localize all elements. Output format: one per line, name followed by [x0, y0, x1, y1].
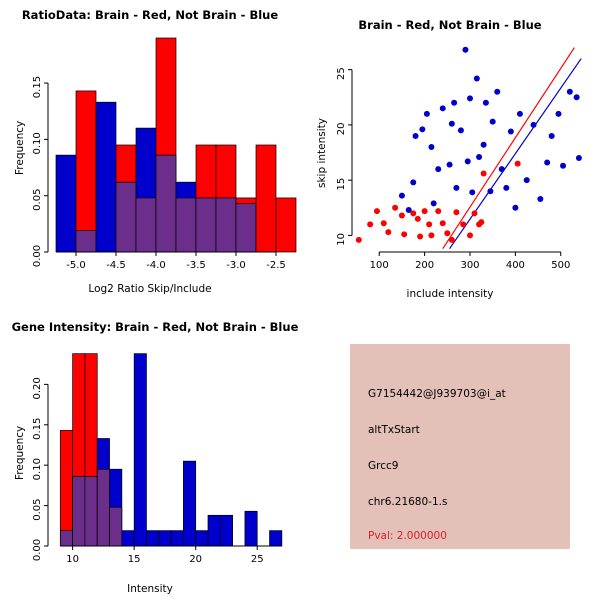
svg-text:100: 100 [369, 260, 389, 271]
scatter-plot [300, 0, 600, 300]
ratio-histogram-xlabel: Log2 Ratio Skip/Include [88, 283, 212, 295]
panel-intensity-histogram [0, 300, 300, 600]
svg-text:0.00: 0.00 [32, 244, 43, 268]
svg-text:-3.5: -3.5 [186, 260, 206, 271]
svg-text:0.15: 0.15 [32, 417, 43, 440]
svg-text:25: 25 [250, 554, 264, 565]
svg-text:0.05: 0.05 [32, 188, 43, 211]
info-line-probe-id: G7154442@J939703@i_at [368, 388, 506, 400]
svg-text:-4.5: -4.5 [106, 260, 126, 271]
svg-text:0.05: 0.05 [32, 498, 43, 521]
probe-info-box [350, 344, 570, 549]
svg-text:10: 10 [66, 554, 79, 565]
svg-text:20: 20 [336, 122, 347, 136]
info-line-gene-symbol: Grcc9 [368, 460, 399, 472]
svg-text:-5.0: -5.0 [66, 260, 86, 271]
svg-text:0.15: 0.15 [32, 75, 43, 99]
info-line-locus: chr6.21680-1.s [368, 496, 448, 508]
svg-text:200: 200 [415, 260, 435, 271]
ratio-histogram-ylabel: Frequency [14, 120, 26, 175]
svg-text:15: 15 [336, 177, 347, 191]
svg-text:0.10: 0.10 [32, 132, 43, 155]
svg-text:15: 15 [127, 554, 141, 565]
svg-text:20: 20 [189, 554, 203, 565]
svg-text:10: 10 [336, 233, 347, 246]
intensity-histogram-plot [0, 300, 300, 600]
intensity-histogram-xlabel: Intensity [127, 583, 173, 595]
ratio-histogram-plot [0, 0, 300, 300]
info-line-event-type: altTxStart [368, 424, 420, 436]
svg-text:0.00: 0.00 [32, 538, 43, 562]
svg-text:0.20: 0.20 [32, 377, 43, 400]
svg-text:500: 500 [551, 260, 571, 271]
svg-text:25: 25 [336, 67, 347, 80]
intensity-histogram-title: Gene Intensity: Brain - Red, Not Brain - Blue [11, 320, 299, 334]
scatter-title: Brain - Red, Not Brain - Blue [358, 18, 542, 32]
info-line-pvalue: Pval: 2.000000 [368, 530, 447, 542]
scatter-ylabel: skip intensity [316, 118, 328, 188]
scatter-xlabel: include intensity [406, 288, 494, 300]
svg-text:-3.0: -3.0 [226, 260, 246, 271]
svg-text:0.10: 0.10 [32, 458, 43, 481]
ratio-histogram-title: RatioData: Brain - Red, Not Brain - Blue [21, 8, 279, 22]
svg-text:400: 400 [505, 260, 525, 271]
panel-ratio-histogram [0, 0, 300, 300]
panel-scatter [300, 0, 600, 300]
intensity-histogram-ylabel: Frequency [14, 425, 26, 480]
svg-text:300: 300 [460, 260, 480, 271]
svg-text:-2.5: -2.5 [266, 260, 286, 271]
svg-text:-4.0: -4.0 [146, 260, 166, 271]
